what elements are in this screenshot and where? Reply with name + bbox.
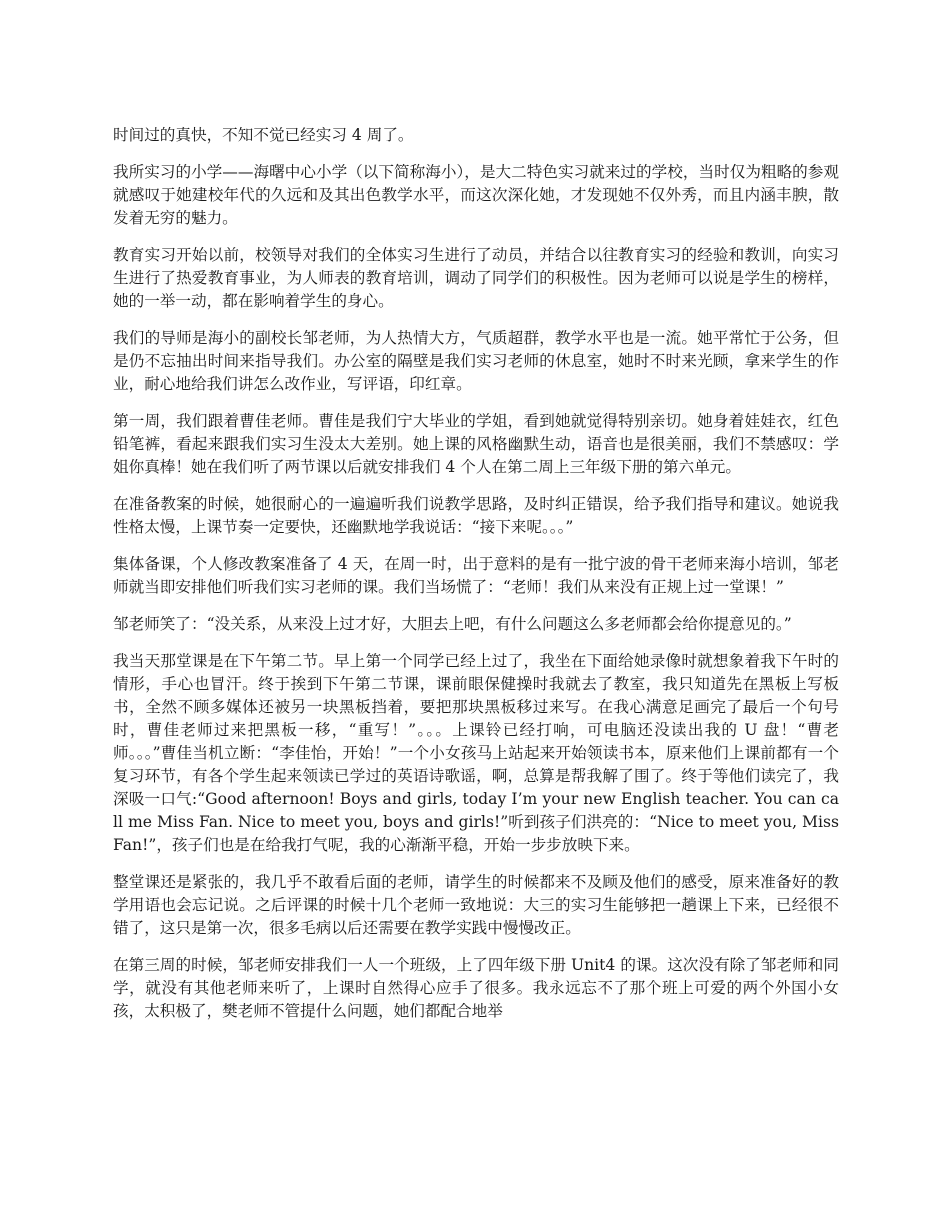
document-body <box>113 124 839 1037</box>
paragraph-9: 我当天那堂课是在下午第二节。早上第一个同学已经上过了，我坐在下面给她录像时就想象着我下午时的情形，手心也冒汗。终于挨到下午第二节课，课前眼保健操时我就去了教室，我只知道先在黑板上写板书，全然不顾多媒体还被另一块黑板挡着，要把那块黑板移过来写。在我心满意足画完了最后一个句号时，曹佳老师过来把黑板一移，“重写！”。。。上课铃已经打响，可电脑还没读出我的 U 盘！“曹老师。。。”曹佳当机立断：“李佳怡，开始！”一个小女孩马上站起来开始领读书本，原来他们上课前都有一个复习环节，有各个学生起来领读已学过的英语诗歌谣，啊，总算是帮我解了围了。终于等他们读完了，我深吸一口气:“Good afternoon! Boys and girls, today I’m your new English teacher. You can call me Miss Fan. Nice to meet you, boys and girls!”听到孩子们洪亮的：“Nice to meet you, Miss Fan!”，孩子们也是在给我打气呢，我的心渐渐平稳，开始一步步放映下来。 <box>113 652 839 854</box>
paragraph-6: 在准备教案的时候，她很耐心的一遍遍听我们说教学思路，及时纠正错误，给予我们指导和建议。她说我性格太慢，上课节奏一定要快，还幽默地学我说话：“接下来呢。。。” <box>113 495 839 536</box>
paragraph-3: 教育实习开始以前，校领导对我们的全体实习生进行了动员，并结合以往教育实习的经验和教训，向实习生进行了热爱教育事业，为人师表的教育培训，调动了同学们的积极性。因为老师可以说是学生的榜样，她的一举一动，都在影响着学生的身心。 <box>113 246 839 310</box>
paragraph-5: 第一周，我们跟着曹佳老师。曹佳是我们宁大毕业的学姐，看到她就觉得特别亲切。她身着娃娃衣，红色铅笔裤，看起来跟我们实习生没太大差别。她上课的风格幽默生动，语音也是很美丽，我们不禁感叹：学姐你真棒！她在我们听了两节课以后就安排我们 4 个人在第二周上三年级下册的第六单元。 <box>113 412 839 476</box>
paragraph-10: 整堂课还是紧张的，我几乎不敢看后面的老师，请学生的时候都来不及顾及他们的感受，原来准备好的教学用语也会忘记说。之后评课的时候十几个老师一致地说：大三的实习生能够把一趟课上下来，已经很不错了，这只是第一次，很多毛病以后还需要在教学实践中慢慢改正。 <box>113 873 839 937</box>
paragraph-1: 时间过的真快，不知不觉已经实习 4 周了。 <box>113 126 414 144</box>
paragraph-11: 在第三周的时候，邹老师安排我们一人一个班级，上了四年级下册 Unit4 的课。这次没有除了邹老师和同学，就没有其他老师来听了，上课时自然得心应手了很多。我永远忘不了那个班上可爱的两个外国小女孩，太积极了，樊老师不管提什么问题，她们都配合地举 <box>113 956 839 1020</box>
paragraph-4: 我们的导师是海小的副校长邹老师，为人热情大方，气质超群，教学水平也是一流。她平常忙于公务，但是仍不忘抽出时间来指导我们。办公室的隔壁是我们实习老师的休息室，她时不时来光顾，拿来学生的作业，耐心地给我们讲怎么改作业，写评语，印红章。 <box>113 329 839 393</box>
paragraph-7: 集体备课，个人修改教案准备了 4 天，在周一时，出于意料的是有一批宁波的骨干老师来海小培训，邹老师就当即安排他们听我们实习老师的课。我们当场慌了：“老师！我们从来没有正规上过一堂课！” <box>113 555 839 596</box>
paragraph-8: 邹老师笑了：“没关系，从来没上过才好，大胆去上吧，有什么问题这么多老师都会给你提意见的。” <box>113 615 792 633</box>
paragraph-2: 我所实习的小学——海曙中心小学（以下简称海小），是大二特色实习就来过的学校，当时仅为粗略的参观就感叹于她建校年代的久远和及其出色教学水平，而这次深化她，才发现她不仅外秀，而且内涵丰腴，散发着无穷的魅力。 <box>113 163 839 227</box>
